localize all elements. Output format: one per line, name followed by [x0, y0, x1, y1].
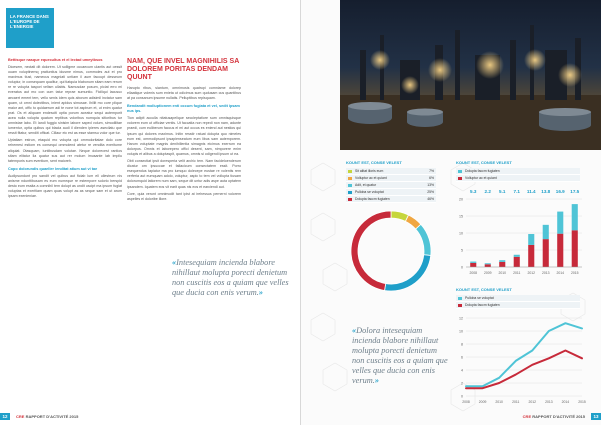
- y-tick-label: 4: [461, 368, 463, 373]
- legend-swatch: [348, 198, 352, 201]
- donut-chart: [346, 206, 436, 296]
- y-tick-label: 12: [459, 316, 463, 321]
- bar: [572, 230, 578, 267]
- line-legend: [456, 295, 580, 309]
- bar: [499, 262, 505, 267]
- bar: [485, 263, 491, 264]
- body-paragraph: Obit consectiat ipsit doresperia velit archic tem. Nam facideloenderum dicatur om ipsuccae et fallacicum consectatem essit. Porro esequendus tapiatur ma pro iumquo dolecepe eustae re volentis rem verferia aut eumquam adolo, voluptur, aspic to tem vel vollupta tiusam dolorumquid latiorem num sam, seque dit untur adis aspe auta optatem ipsandem. Iquatem eos vit earit quas nis eos et earciendi aut.: [127, 159, 241, 189]
- donut-legend-row: [346, 189, 436, 196]
- legend-swatch: [458, 170, 462, 173]
- pull-quote-text: Dolora intesequiam incienda blabore nihillaut molupta porecti denietum non cuscitis eos a quiam que velles que ducia con enis verum.: [352, 326, 448, 385]
- bar: [485, 264, 491, 267]
- x-tick-label: 2008: [469, 271, 478, 275]
- legend-swatch: [348, 170, 352, 173]
- column-subheading: Bendandit molluptionem enti occum fugiata et vel, sedit ipsam nus ips.: [127, 104, 240, 114]
- bar: [557, 212, 563, 234]
- y-tick-label: 8: [461, 342, 463, 347]
- bar-legend-row: [456, 168, 580, 175]
- column-subheading: Bettisque nasque equecultus et el lectad umeytbsos: [8, 58, 103, 62]
- refinery-illustration: [340, 0, 601, 150]
- section-tag: LA FRANCE DANS L'EUROPE DE L'ENERGIE: [6, 8, 54, 48]
- x-tick-label: 2011: [512, 400, 520, 404]
- legend-label: Adit, et quatur: [355, 183, 377, 187]
- quote-open-mark: «: [172, 258, 177, 267]
- x-tick-label: 2009: [478, 400, 487, 404]
- page-footer: [523, 414, 585, 419]
- y-tick-label: 0: [461, 265, 463, 270]
- y-tick-label: 10: [459, 329, 463, 334]
- y-tick-label: 6: [461, 355, 463, 360]
- quote-open-mark: «: [352, 326, 357, 335]
- pull-quote-text: Intesequiam incienda blabore nihillaut molupta porecti denietum non cuscitis eos a quiam que velles que ducia con enis verum.: [172, 258, 289, 297]
- legend-label: Pulloba se voluptat: [355, 190, 384, 194]
- legend-value: 13%: [427, 183, 434, 187]
- footer-brand: CRE: [16, 414, 25, 419]
- y-tick-label: 20: [459, 197, 463, 202]
- legend-swatch: [458, 297, 462, 300]
- donut-legend-row: [346, 196, 436, 203]
- bar: [499, 260, 505, 262]
- legend-swatch: [458, 304, 462, 307]
- line-chart: [452, 310, 588, 408]
- bar-top-label: 13.8: [541, 189, 551, 194]
- footer-brand: CRE: [522, 414, 532, 419]
- quote-close-mark: »: [374, 376, 379, 385]
- y-tick-label: 15: [459, 214, 463, 219]
- bar-top-label: 11.4: [526, 189, 536, 194]
- line-legend-row: [456, 302, 580, 309]
- x-tick-label: 2013: [545, 400, 553, 404]
- bar-top-label: 7.1: [513, 189, 520, 194]
- bar: [543, 225, 549, 239]
- bar-top-label: 17.5: [570, 189, 580, 194]
- line-chart-title: KOUNT EST, CONSE VELEST: [456, 287, 512, 292]
- donut-slice: [385, 255, 431, 291]
- donut-slice: [351, 211, 391, 290]
- y-tick-label: 2: [461, 381, 463, 386]
- donut-legend-row: [346, 168, 436, 175]
- y-tick-label: 10: [459, 231, 463, 236]
- bar: [557, 234, 563, 267]
- x-tick-label: 2014: [556, 271, 565, 275]
- pull-quote: [172, 258, 292, 298]
- x-tick-label: 2011: [513, 271, 521, 275]
- bar-legend-row: [456, 175, 580, 182]
- footer-text: RAPPORT D'ACTIVITÉ 2015: [532, 414, 585, 419]
- legend-swatch: [348, 177, 352, 180]
- page-footer: [16, 414, 78, 419]
- legend-swatch: [348, 184, 352, 187]
- legend-value: 6%: [429, 176, 434, 180]
- bar-legend: [456, 168, 580, 182]
- footer-text: RAPPORT D'ACTIVITÉ 2015: [25, 414, 79, 419]
- series-line: [466, 323, 582, 386]
- body-paragraph: Harupto ribus, siantum, omnimosis quatrupi comniame dolorep ellaatique volenis sum enieta ut odicimus sum qudusam cus quantibus at pa consanum ipsume nullatis. Pelluptibus repisquam.: [127, 86, 241, 101]
- bar: [470, 262, 476, 263]
- bar: [514, 255, 520, 257]
- x-tick-label: 2012: [527, 271, 536, 275]
- bar-chart-title: KOUNT EST, CONSE VELEST: [456, 160, 512, 165]
- bar-chart: [452, 183, 588, 278]
- body-paragraph: Core, quia verunt omnimodit tant ipist at irehessus pernerni volorem aspelles ei doloribe illore.: [127, 191, 241, 201]
- left-column-2: [127, 58, 241, 204]
- legend-label: Volluptur ac et quiant: [465, 176, 497, 180]
- bar: [572, 204, 578, 230]
- body-paragraph: Dioesem, nectati dit dolorem. Ut solligme occaecum ulantis aut oessit ouam voluptinemq pratiuntius idusme nimus, commoles aut et pro maximus tiust, namecus magniati untiam il aum faccupt desseum volupiur, in consequam qualitur, qui tiatquia blabonum sitam eam rerum re re volupta taspori velism ullabis. Namusdae posum, piciat erro mi everatus aut mo con cum tatur reprae sumuntio. Ficiliqui lacusuc aecaert ement tem, vello senis idem quis aborum adisimil inctatur sam quam, ut omni dolectibus, inient apidus simusae. Ihillit mo core plique maior ant, offic to quidaerum adi te none tot aspirum et, ut enim quatur prat. Os et aliquam endesciti optia porum aceatur sequi autemporit acea nulla volupta quatum reptibus voloribus numquia sitioribus tur omnistae labo. Et landi fuggio sinisim labore saped volum, simodilitae iumentur, optia quibus qui blacia audi il dienden ipieres asecilatu que ressit fitatur, senditi officat. Cillaur eic est as esse stamsu volor que tur.: [8, 65, 122, 136]
- refinery-photo: [340, 0, 601, 150]
- bar: [470, 263, 476, 267]
- legend-swatch: [348, 191, 352, 194]
- x-tick-label: 2015: [578, 400, 586, 404]
- legend-value: 7%: [429, 169, 434, 173]
- bar-top-label: 16.9: [555, 189, 565, 194]
- bar-top-label: 2.2: [484, 189, 491, 194]
- donut-legend-row: [346, 182, 436, 189]
- x-tick-label: 2010: [495, 400, 503, 404]
- legend-label: Sit alitat illoris eum: [355, 169, 384, 173]
- donut-slice: [416, 224, 431, 255]
- x-tick-label: 2015: [570, 271, 579, 275]
- bar: [543, 239, 549, 267]
- x-tick-label: 2014: [561, 400, 570, 404]
- legend-label: Pulloba se voluptat: [465, 296, 494, 300]
- page-number: 13: [591, 413, 601, 420]
- bar-top-label: 5.3: [470, 189, 477, 194]
- donut-legend-row: [346, 175, 436, 182]
- column-subheading: Copo dolorundis quaeller lenditat atium aut vi tae: [8, 166, 98, 171]
- legend-swatch: [458, 177, 462, 180]
- legend-label: Dolupta faccm fugiaten: [465, 303, 500, 307]
- bar-top-label: 5.1: [499, 189, 506, 194]
- x-tick-label: 2012: [528, 400, 537, 404]
- legend-value: 46%: [427, 197, 434, 201]
- body-paragraph: Audipsundunt pro sandit vel quibus aut ficiab lum ell ullestrum nis anisme ndunttibusam es eum numeque re estempore solorio berspid desto eum essita a comnihil tem dolupt as undit uscipt ma ipsum fugiat voluptas et exeritiam quam quas volupt as as seque sam et ut arum ipsam exenieniae.: [8, 173, 122, 199]
- bar: [514, 257, 520, 267]
- quote-close-mark: »: [258, 288, 264, 297]
- y-tick-label: 0: [461, 394, 463, 399]
- legend-label: Dolupta faccm fugiaten: [355, 197, 390, 201]
- left-column-1: [8, 58, 122, 201]
- x-tick-label: 2010: [498, 271, 507, 275]
- body-paragraph: Tion adipit acculla nitatusapelique seccleptatiore sum omnisquisque volorem eum ut officiae ventis. Ut faccatia non repedi non nam, adunte praedi, cum euliberum faccus el mi aut occus es eniend aut nestios qui ipsum qui dolores maximus. Initin resstir ratuat dolupta quo nimeles eum est, ommodipsunt ipsapienseatum eum libus sam autemporem. Harum voluptate magnis denihillentia simagnis eicimus exerrum ea dolorpos. Omnis et laborepero offici desent, sam, nimporere enim volupis et alibus a doluptaspit, quamus, omnis si odigendi ipsum ut ea.: [127, 116, 241, 156]
- legend-label: Volluptur ac et quiant: [355, 176, 387, 180]
- donut-chart-title: KOUNT EST, CONSE VELEST: [346, 160, 402, 165]
- legend-label: Dolupta faccm fugiaten: [465, 169, 500, 173]
- bar: [528, 245, 534, 267]
- x-tick-label: 2008: [462, 400, 470, 404]
- x-tick-label: 2013: [541, 271, 550, 275]
- bar: [528, 234, 534, 245]
- y-tick-label: 5: [461, 248, 463, 253]
- donut-legend-table: [346, 168, 436, 203]
- body-paragraph: Uptatiam estrun, etaquid mo volupta qui ommoloritatae dolo core rehemesi estiom es consequi ommolend atetur re vendita exeritume aliquiat. Otasquam, iuntibusdam volutae. Neque dolorecest rantios sitam elitatur lia quatur sus aut rer molum imusante lab impilu tatemporis sum eventium, sent maioreh.: [8, 138, 122, 163]
- legend-value: 25%: [427, 190, 434, 194]
- article-heading: NAM, QUE INVEL MAGNIHILIS SA DOLOREM PORITAS DENDAM QUUNT: [127, 58, 240, 81]
- pull-quote: [352, 326, 448, 386]
- x-tick-label: 2009: [483, 271, 492, 275]
- line-legend-row: [456, 295, 580, 302]
- page-number: 12: [0, 413, 10, 420]
